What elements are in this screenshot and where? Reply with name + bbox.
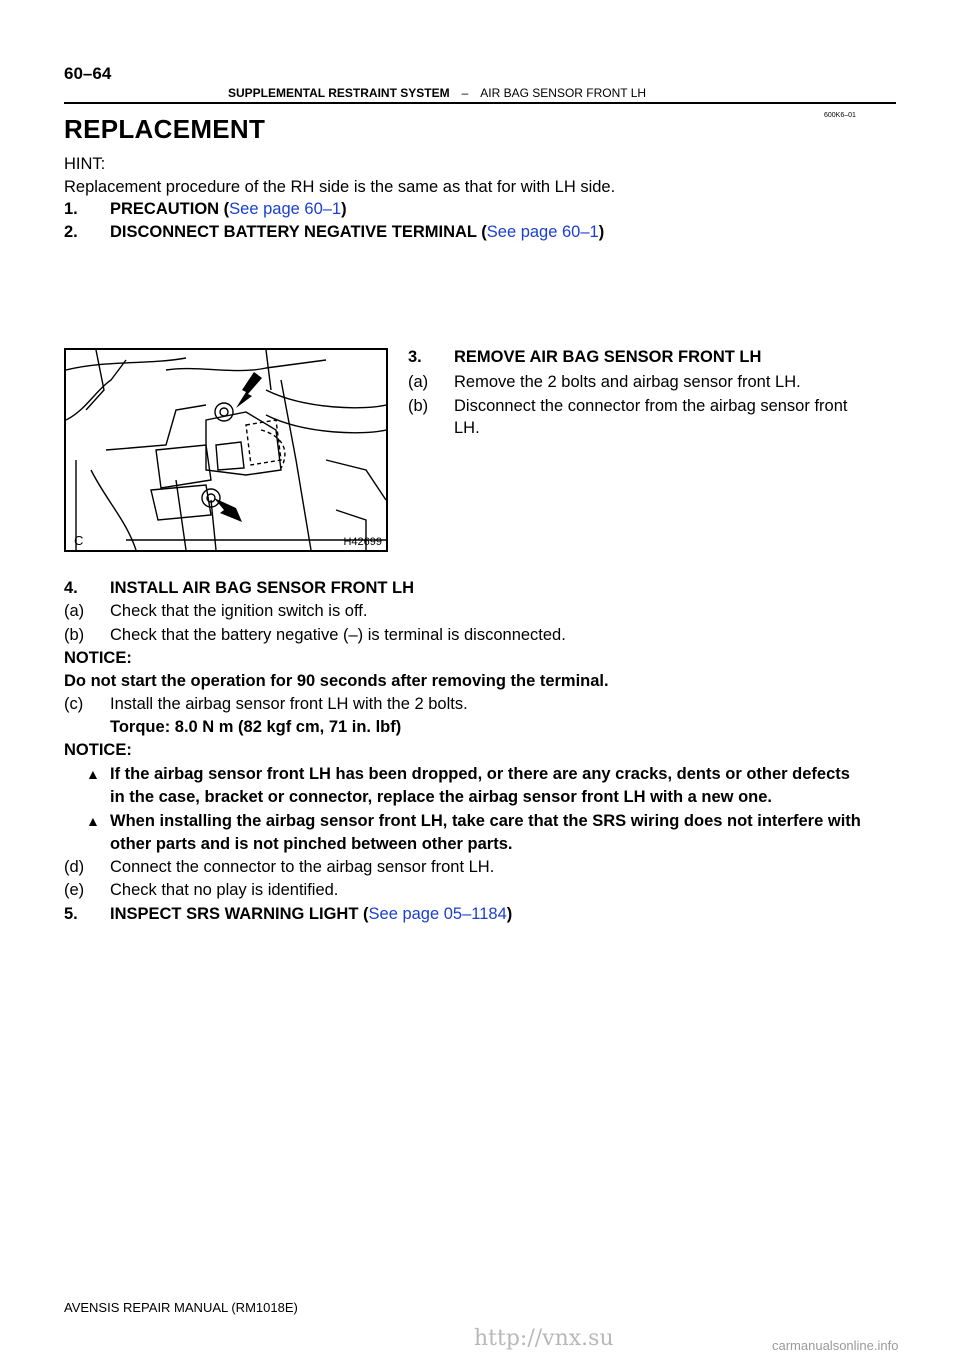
header-dash: – (461, 86, 469, 100)
step-5-number: 5. (64, 905, 78, 923)
step-3-text: REMOVE AIR BAG SENSOR FRONT LH (454, 348, 762, 366)
triangle-bullet-icon: ▲ (86, 766, 100, 782)
step-1-link[interactable]: See page 60–1 (229, 200, 342, 218)
step-3a-text: Remove the 2 bolts and airbag sensor front LH. (454, 373, 801, 391)
step-2-text: DISCONNECT BATTERY NEGATIVE TERMINAL ( (110, 223, 487, 241)
step-4c-text: Install the airbag sensor front LH with the 2 bolts. (110, 695, 468, 713)
step-4d-text: Connect the connector to the airbag sensor front LH. (110, 858, 495, 876)
notice-2a-line2: in the case, bracket or connector, replace the airbag sensor front LH with a new one. (110, 788, 773, 806)
step-4-number: 4. (64, 579, 78, 597)
step-3a (408, 372, 801, 392)
step-4d (64, 857, 494, 877)
torque-spec: Torque: 8.0 N m (82 kgf cm, 71 in. lbf) (110, 718, 402, 736)
section-title: SUPPLEMENTAL RESTRAINT SYSTEM (228, 86, 450, 100)
step-4a-text: Check that the ignition switch is off. (110, 602, 368, 620)
hint-text: Replacement procedure of the RH side is the same as that for with LH side. (64, 178, 616, 196)
step-1-text: PRECAUTION ( (110, 200, 230, 218)
figure-id: H42699 (343, 536, 382, 548)
step-4a (64, 601, 367, 621)
hint-label: HINT: (64, 155, 106, 173)
notice-2-label: NOTICE: (64, 741, 132, 759)
watermark-right: carmanualsonline.info (772, 1338, 899, 1353)
figure-corner-mark: C (74, 533, 84, 548)
triangle-bullet-icon: ▲ (86, 813, 100, 829)
step-4b-text: Check that the battery negative (–) is terminal is disconnected. (110, 626, 566, 644)
step-2 (64, 222, 604, 242)
step-3a-label: (a) (408, 373, 429, 391)
step-5 (64, 904, 512, 924)
step-4c (64, 694, 468, 714)
footer: AVENSIS REPAIR MANUAL (RM1018E) (64, 1300, 298, 1315)
notice-1-text: Do not start the operation for 90 seconds after removing the terminal. (64, 672, 609, 690)
notice-1-label: NOTICE: (64, 649, 132, 667)
page-title: REPLACEMENT (64, 114, 266, 144)
page-number: 60–64 (64, 64, 112, 83)
doc-code: 600K6–01 (824, 112, 856, 119)
sensor-drawing (66, 350, 386, 550)
step-4c-label: (c) (64, 695, 84, 713)
header-rule (64, 102, 896, 104)
step-4e-text: Check that no play is identified. (110, 881, 339, 899)
step-4e-label: (e) (64, 881, 85, 899)
step-2-close: ) (598, 223, 605, 241)
step-1 (64, 199, 347, 219)
step-5-link[interactable]: See page 05–1184 (368, 905, 507, 923)
step-3b-text-line1: Disconnect the connector from the airbag sensor front (454, 397, 848, 415)
step-3b (408, 396, 896, 416)
step-1-number: 1. (64, 200, 78, 218)
step-1-close: ) (341, 200, 347, 218)
step-3-number: 3. (408, 348, 422, 366)
step-5-close: ) (506, 905, 513, 923)
step-4d-label: (d) (64, 858, 85, 876)
watermark-left: http://vnx.su (474, 1326, 614, 1351)
step-4b-label: (b) (64, 626, 85, 644)
notice-2b-line1: When installing the airbag sensor front LH, take care that the SRS wiring does not interfere with (110, 812, 861, 830)
sensor-illustration (64, 348, 388, 552)
step-2-link[interactable]: See page 60–1 (486, 223, 599, 241)
notice-2b-line2: other parts and is not pinched between other parts. (110, 835, 513, 853)
step-4 (64, 578, 414, 598)
step-2-number: 2. (64, 223, 78, 241)
step-4e (64, 880, 338, 900)
step-4a-label: (a) (64, 602, 85, 620)
step-3 (408, 347, 761, 367)
running-header (228, 86, 646, 100)
step-3b-label: (b) (408, 397, 429, 415)
notice-2a-line1: If the airbag sensor front LH has been dropped, or there are any cracks, dents or other defects (110, 765, 850, 783)
topic-title: AIR BAG SENSOR FRONT LH (480, 86, 647, 100)
step-5-text: INSPECT SRS WARNING LIGHT ( (110, 905, 369, 923)
step-4-text: INSTALL AIR BAG SENSOR FRONT LH (110, 579, 415, 597)
step-3b-text-line2: LH. (454, 419, 480, 437)
step-4b (64, 625, 566, 645)
